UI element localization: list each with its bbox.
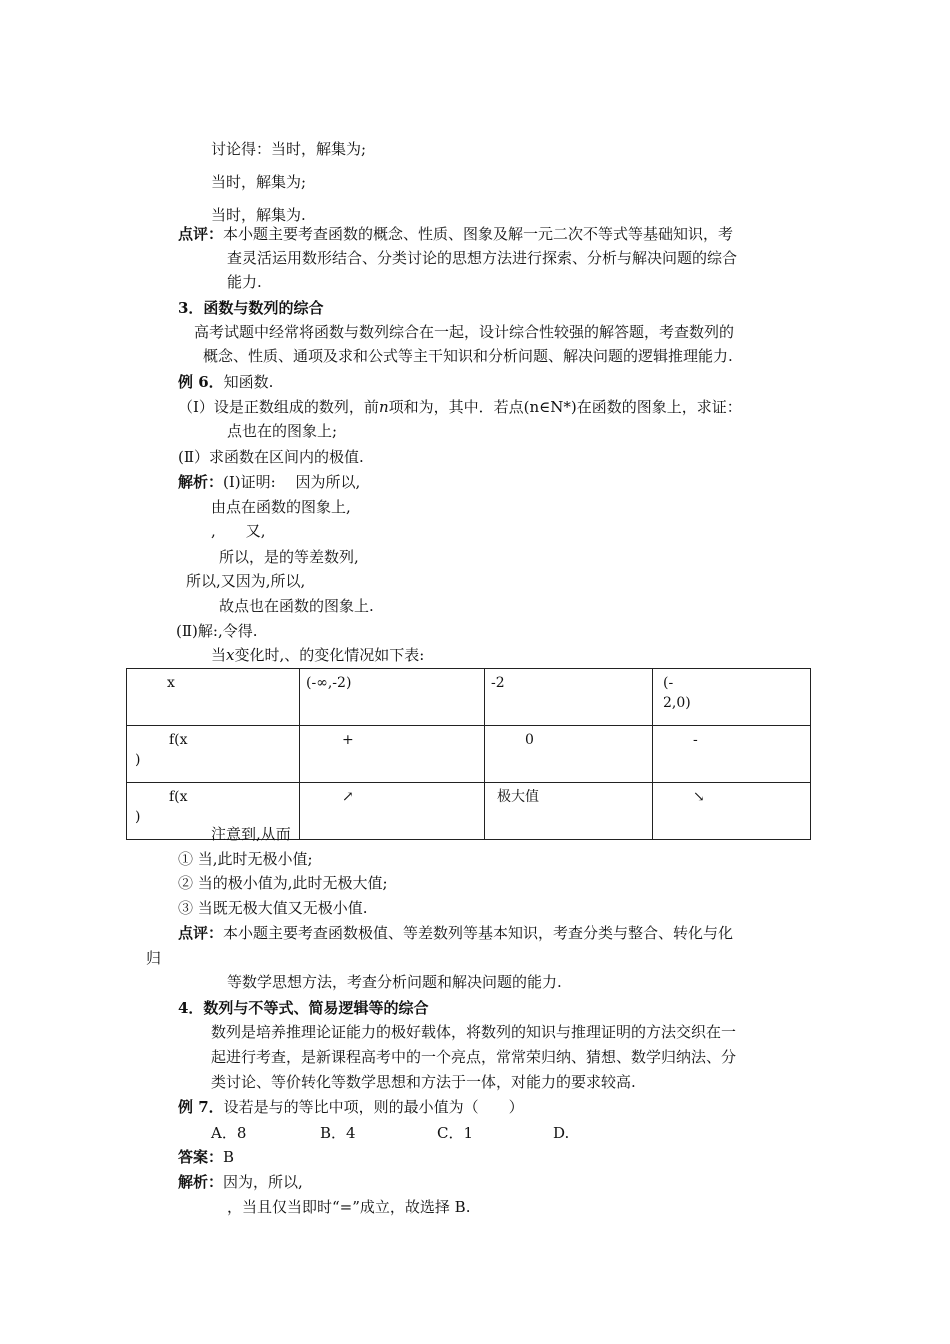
variation-table [126, 668, 811, 840]
answer [178, 1147, 234, 1167]
solution-line-3: , 又, [211, 522, 266, 540]
s8-pre: 当 [211, 646, 227, 664]
question-1-line2: 点也在的图象上; [227, 422, 338, 440]
example-7-label: 例 7． [178, 1098, 224, 1116]
section-3-para-2: 概念、性质、通项及求和公式等主干知识和分析问题、解决问题的逻辑推理能力. [203, 347, 733, 365]
section-4-para-1: 数列是培养推理论证能力的极好载体，将数列的知识与推理证明的方法交织在一 [211, 1023, 737, 1041]
table-cell: ↘ [653, 783, 811, 840]
example-7 [178, 1097, 524, 1117]
example-6-label: 例 6． [178, 373, 224, 391]
table-row [127, 726, 811, 783]
option-b: B．4 [320, 1124, 356, 1142]
comment-2-line2: 归 [146, 949, 162, 967]
question-1-var: n [378, 398, 389, 416]
comment-text: 本小题主要考查函数的概念、性质、图象及解一元二次不等式等基础知识，考 [223, 225, 734, 243]
section-4-para-2: 起进行考查，是新课程高考中的一个亮点，常常荣归纳、猜想、数学归纳法、分 [211, 1048, 737, 1066]
note-line-1: 注意到,从而 [211, 825, 291, 843]
question-1-pre: （Ⅰ）设是正数组成的数列，前 [178, 398, 379, 416]
solution-line-4: 所以，是的等差数列, [219, 548, 359, 566]
solution-line-8 [211, 645, 424, 665]
comment-2-label: 点评： [178, 924, 224, 942]
cell-line: f(x [169, 789, 188, 805]
table-cell: 极大值 [485, 783, 653, 840]
example-7-text: 设若是与的等比中项，则的最小值为（ ） [223, 1098, 524, 1116]
solution-label: 解析： [178, 473, 224, 491]
line-case-3: 当时，解集为. [211, 206, 306, 224]
comment-1-line2: 查灵活运用数形结合、分类讨论的思想方法进行探索、分析与解决问题的综合 [227, 249, 738, 267]
solution-line-7: (Ⅱ)解:,令得. [176, 622, 258, 640]
solution-line-2: 由点在函数的图象上, [211, 498, 351, 516]
solution-line-6: 故点也在函数的图象上. [219, 597, 374, 615]
cell-line: ) [135, 752, 141, 768]
solution-line-5: 所以,又因为,所以, [186, 572, 306, 590]
comment-label: 点评： [178, 225, 224, 243]
line-case-2: 当时，解集为; [211, 173, 307, 191]
option-d: D. [553, 1124, 570, 1142]
table-cell: - [653, 726, 811, 783]
option-a: A．8 [211, 1124, 247, 1142]
section-4-para-3: 类讨论、等价转化等数学思想和方法于一体，对能力的要求较高. [211, 1073, 636, 1091]
note-line-3: ② 当的极小值为,此时无极大值; [178, 874, 388, 892]
s8-var: x [226, 646, 235, 664]
line-discussion: 讨论得：当时，解集为; [211, 140, 367, 158]
question-2: (Ⅱ）求函数在区间内的极值. [178, 448, 364, 466]
section-3-para-1: 高考试题中经常将函数与数列综合在一起，设计综合性较强的解答题，考查数列的 [194, 323, 735, 341]
note-line-4: ③ 当既无极大值又无极小值. [178, 899, 368, 917]
option-c: C．1 [437, 1124, 474, 1142]
cell-line: ) [135, 809, 141, 825]
comment-1 [178, 224, 733, 244]
solution [178, 472, 360, 492]
cell-line: (- [663, 675, 674, 691]
solution-2-label: 解析： [178, 1173, 224, 1191]
table-cell [653, 669, 811, 726]
comment-2-text: 本小题主要考查函数极值、等差数列等基本知识，考查分类与整合、转化与化 [223, 924, 734, 942]
cell-line: f(x [169, 732, 188, 748]
answer-text: B [223, 1148, 235, 1166]
comment-2-line3: 等数学思想方法，考查分析问题和解决问题的能力. [227, 973, 562, 991]
question-1 [178, 397, 742, 417]
solution-2 [178, 1172, 303, 1192]
answer-label: 答案： [178, 1148, 224, 1166]
table-cell: + [300, 726, 485, 783]
comment-2 [178, 923, 733, 943]
table-row [127, 669, 811, 726]
solution-2-line2: ，当且仅当即时“=”成立，故选择 B. [227, 1198, 471, 1216]
table-cell: x [127, 669, 300, 726]
example-6 [178, 372, 273, 392]
table-cell: (-∞,-2) [300, 669, 485, 726]
example-6-text: 知函数. [223, 373, 274, 391]
solution-text: (Ⅰ)证明: 因为所以, [223, 473, 361, 491]
note-line-2: ① 当,此时无极小值; [178, 850, 313, 868]
section-3-heading: 3．函数与数列的综合 [178, 299, 324, 317]
section-4-heading: 4．数列与不等式、简易逻辑等的综合 [178, 999, 429, 1017]
question-1-post: 项和为，其中．若点(n∈N*)在函数的图象上，求证： [388, 398, 742, 416]
solution-2-text: 因为，所以, [223, 1173, 303, 1191]
s8-post: 变化时,、的变化情况如下表: [234, 646, 425, 664]
table-cell: -2 [485, 669, 653, 726]
cell-line: 2,0) [663, 695, 691, 711]
table-cell [127, 726, 300, 783]
table-cell: 0 [485, 726, 653, 783]
comment-1-line3: 能力. [227, 273, 262, 291]
table-cell: ↗ [300, 783, 485, 840]
